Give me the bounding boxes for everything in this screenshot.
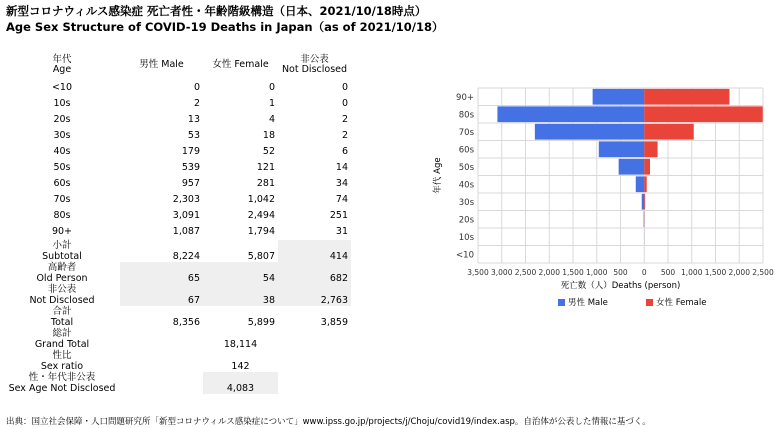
header-nd-jp: 非公表 [300, 54, 329, 65]
nd-cell: 31 [335, 226, 348, 237]
y-tick-label: 10s [458, 232, 474, 243]
subtotal-female: 5,807 [247, 251, 275, 262]
deaths-table [4, 50, 351, 394]
sex-age-nd-value: 4,083 [203, 372, 278, 394]
total-row [4, 306, 351, 328]
male-bar [619, 159, 645, 175]
subtotal-nd: 414 [278, 240, 351, 262]
female-cell: 1 [268, 98, 275, 109]
male-cell: 1,087 [172, 226, 200, 237]
sex-age-nd-row [4, 372, 351, 394]
female-bar [644, 89, 729, 105]
y-tick-label: 90+ [456, 92, 474, 103]
female-bar [644, 176, 646, 192]
not-disclosed-female: 38 [203, 284, 278, 306]
total-label-en: Total [50, 317, 74, 328]
header-male: 男性 Male [139, 59, 184, 70]
header-age-jp: 年代 [52, 54, 72, 65]
grand-total-spacer [120, 328, 203, 350]
female-bar [644, 106, 762, 122]
x-tick-label: 1,500 [704, 268, 727, 277]
male-cell: 0 [193, 82, 200, 93]
total-label-jp: 合計 [52, 306, 72, 317]
total-female: 5,899 [247, 317, 275, 328]
title-japanese: 新型コロナウィルス感染症 死亡者性・年齢階級構造（日本、2021/10/18時点） [6, 4, 427, 18]
sex-ratio-label [4, 350, 120, 372]
age-cell: <10 [51, 82, 73, 93]
x-tick-label: 0 [641, 268, 647, 277]
age-cell: 90+ [51, 226, 73, 237]
population-pyramid-chart [420, 80, 780, 320]
title-english: Age Sex Structure of COVID-19 Deaths in Japan（as of 2021/10/18） [6, 20, 444, 34]
old-person-row [4, 262, 351, 284]
grand-total-label [4, 328, 120, 350]
female-cell: 1,042 [247, 194, 275, 205]
nd-cell: 0 [341, 82, 348, 93]
male-cell: 179 [181, 146, 200, 157]
sex-age-nd-spacer [120, 372, 203, 394]
sex-ratio-spacer [120, 350, 203, 372]
nd-cell: 251 [329, 210, 348, 221]
not-disclosed-label [4, 284, 120, 306]
table-row [4, 96, 351, 112]
old-person-male: 65 [120, 262, 203, 284]
header-age-en: Age [52, 64, 72, 75]
female-cell: 18 [262, 130, 275, 141]
nd-cell: 14 [335, 162, 348, 173]
nd-cell: 6 [341, 146, 348, 157]
age-cell: 20s [53, 114, 71, 125]
sex-age-nd-spacer-2 [278, 372, 351, 394]
x-tick-label: 2,500 [752, 268, 774, 277]
legend-label-female: 女性 Female [656, 298, 707, 308]
table-header-row [4, 50, 351, 80]
male-cell: 3,091 [172, 210, 200, 221]
nd-cell: 0 [341, 98, 348, 109]
subtotal-label [4, 240, 120, 262]
legend-swatch-male [558, 299, 565, 306]
not-disclosed-label-en: Not Disclosed [29, 295, 95, 306]
age-cell: 40s [53, 146, 71, 157]
table-row [4, 112, 351, 128]
x-tick-label: 1,500 [562, 268, 584, 277]
female-cell: 0 [268, 82, 275, 93]
y-tick-label: 50s [458, 162, 474, 173]
x-tick-label: 1,000 [681, 268, 703, 277]
header-nd-en: Not Disclosed [281, 64, 348, 75]
female-bar [644, 194, 645, 210]
female-cell: 281 [256, 178, 275, 189]
table-row [4, 128, 351, 144]
x-tick-label: 3,000 [491, 268, 513, 277]
x-tick-label: 2,000 [728, 268, 750, 277]
subtotal-row [4, 240, 351, 262]
x-tick-label: 500 [613, 268, 628, 277]
male-cell: 957 [181, 178, 200, 189]
legend-swatch-female [646, 299, 653, 306]
male-bar [642, 194, 645, 210]
male-cell: 539 [181, 162, 200, 173]
table-row [4, 144, 351, 160]
subtotal-label-en: Subtotal [42, 251, 82, 262]
grand-total-row [4, 328, 351, 350]
table-row [4, 192, 351, 208]
header-not-disclosed [278, 50, 351, 80]
total-label [4, 306, 120, 328]
header-female: 女性 Female [212, 59, 269, 70]
table-row [4, 176, 351, 192]
male-cell: 2 [193, 98, 200, 109]
female-bar [644, 141, 657, 157]
old-person-female: 54 [203, 262, 278, 284]
y-tick-label: 40s [458, 180, 474, 191]
male-cell: 13 [187, 114, 200, 125]
x-axis-title: 死亡数（人）Deaths (person) [560, 281, 681, 291]
nd-cell: 2 [341, 130, 348, 141]
sex-ratio-spacer-2 [278, 350, 351, 372]
x-tick-label: 1,000 [586, 268, 608, 277]
total-nd: 3,859 [320, 317, 348, 328]
old-person-label [4, 262, 120, 284]
grand-total-label-en: Grand Total [34, 339, 90, 350]
old-person-label-jp: 高齢者 [47, 262, 77, 273]
not-disclosed-label-jp: 非公表 [47, 284, 77, 295]
legend-label-male: 男性 Male [568, 298, 608, 308]
sex-ratio-row [4, 350, 351, 372]
female-cell: 2,494 [247, 210, 275, 221]
female-cell: 1,794 [247, 226, 275, 237]
nd-cell: 34 [335, 178, 348, 189]
source-footer: 出典：国立社会保障・人口問題研究所「新型コロナウィルス感染症について」www.ipss.go.jp/projects/j/Choju/covid19/index.asp。自治体が公表した情報に基づく。 [6, 417, 651, 427]
old-person-label-en: Old Person [36, 273, 88, 284]
table-row [4, 224, 351, 240]
grand-total-spacer-2 [278, 328, 351, 350]
male-bar [497, 106, 644, 122]
sex-age-nd-label [4, 372, 120, 394]
table-row [4, 80, 351, 96]
female-bar [644, 159, 650, 175]
age-cell: 30s [53, 130, 71, 141]
grand-total-value: 18,114 [223, 339, 258, 350]
x-tick-label: 3,500 [467, 268, 489, 277]
female-bar [644, 124, 693, 140]
age-cell: 60s [53, 178, 71, 189]
table-row [4, 208, 351, 224]
x-tick-label: 500 [660, 268, 676, 277]
female-cell: 4 [268, 114, 275, 125]
sex-ratio-value: 142 [231, 361, 250, 372]
male-bar [593, 89, 645, 105]
x-tick-label: 2,500 [514, 268, 537, 277]
not-disclosed-male: 67 [120, 284, 203, 306]
male-bar [636, 176, 645, 192]
female-cell: 52 [262, 146, 275, 157]
male-cell: 53 [187, 130, 200, 141]
not-disclosed-nd: 2,763 [278, 284, 351, 306]
y-axis-title: 年代 Age [433, 157, 443, 194]
header-age [4, 50, 120, 80]
y-tick-label: 60s [458, 145, 474, 156]
nd-cell: 2 [341, 114, 348, 125]
y-tick-label: 80s [458, 110, 474, 121]
grand-total-label-jp: 総計 [52, 328, 72, 339]
y-tick-label: <10 [456, 250, 474, 261]
table-row [4, 160, 351, 176]
female-cell: 121 [256, 162, 275, 173]
subtotal-male: 8,224 [172, 251, 200, 262]
male-bar [535, 124, 644, 140]
nd-cell: 74 [335, 194, 348, 205]
subtotal-label-jp: 小計 [52, 240, 72, 251]
sex-ratio-label-jp: 性比 [52, 350, 72, 361]
sex-age-nd-label-jp: 性・年代非公表 [28, 372, 96, 383]
age-cell: 10s [53, 98, 71, 109]
sex-age-nd-label-en: Sex Age Not Disclosed [8, 383, 116, 394]
y-tick-label: 30s [458, 197, 474, 208]
male-cell: 2,303 [172, 194, 200, 205]
age-cell: 80s [53, 210, 71, 221]
male-bar [644, 211, 645, 227]
y-tick-label: 70s [458, 127, 474, 138]
y-tick-label: 20s [458, 215, 474, 226]
old-person-nd: 682 [278, 262, 351, 284]
x-tick-label: 2,000 [538, 268, 560, 277]
total-male: 8,356 [172, 317, 200, 328]
male-bar [599, 141, 644, 157]
age-cell: 70s [53, 194, 71, 205]
not-disclosed-row [4, 284, 351, 306]
sex-ratio-label-en: Sex ratio [40, 361, 84, 372]
age-cell: 50s [53, 162, 71, 173]
